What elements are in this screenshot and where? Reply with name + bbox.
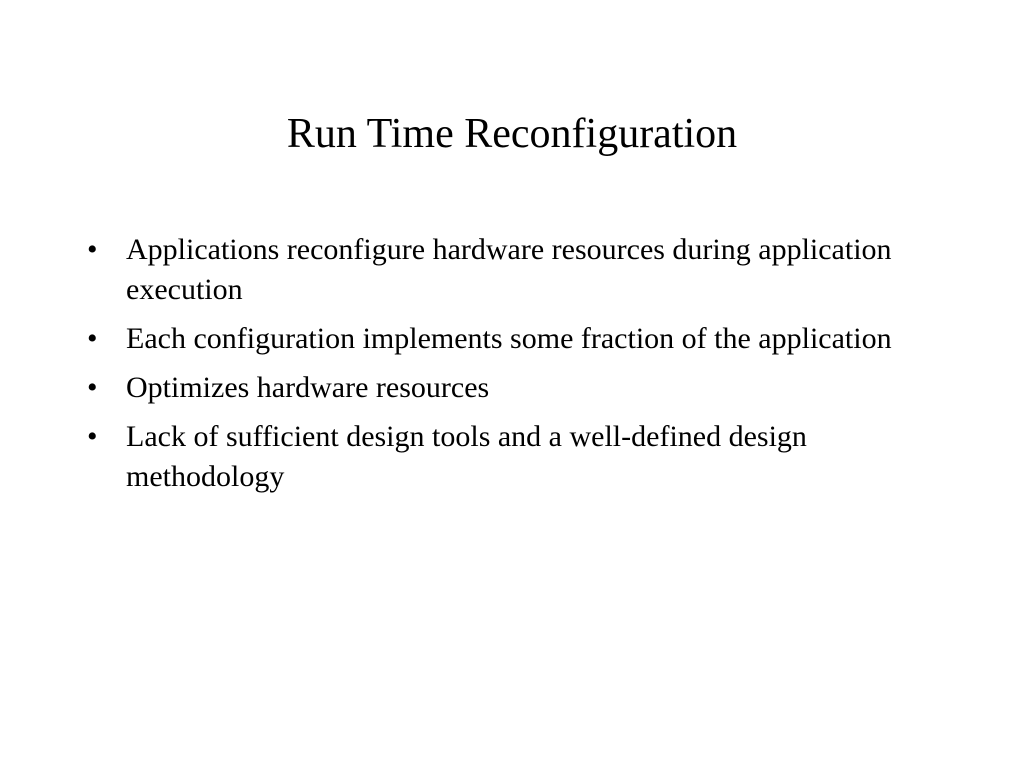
bullet-icon: •: [87, 233, 98, 266]
bullet-icon: •: [87, 371, 98, 404]
bullet-item: [84, 230, 944, 310]
bullet-item: [84, 319, 944, 359]
bullet-text: Lack of sufficient design tools and a well-defined design methodology: [126, 420, 807, 493]
slide-title: Run Time Reconfiguration: [286, 111, 738, 157]
bullet-item: [84, 417, 944, 497]
bullet-text: Each configuration implements some fraction of the application: [126, 322, 892, 355]
bullet-icon: •: [87, 322, 98, 355]
bullet-icon: •: [87, 420, 98, 453]
bullet-text: Optimizes hardware resources: [126, 371, 490, 404]
bullet-text: Applications reconfigure hardware resources during application execution: [126, 233, 892, 306]
bullet-list: [84, 230, 944, 506]
bullet-item: [84, 368, 944, 408]
